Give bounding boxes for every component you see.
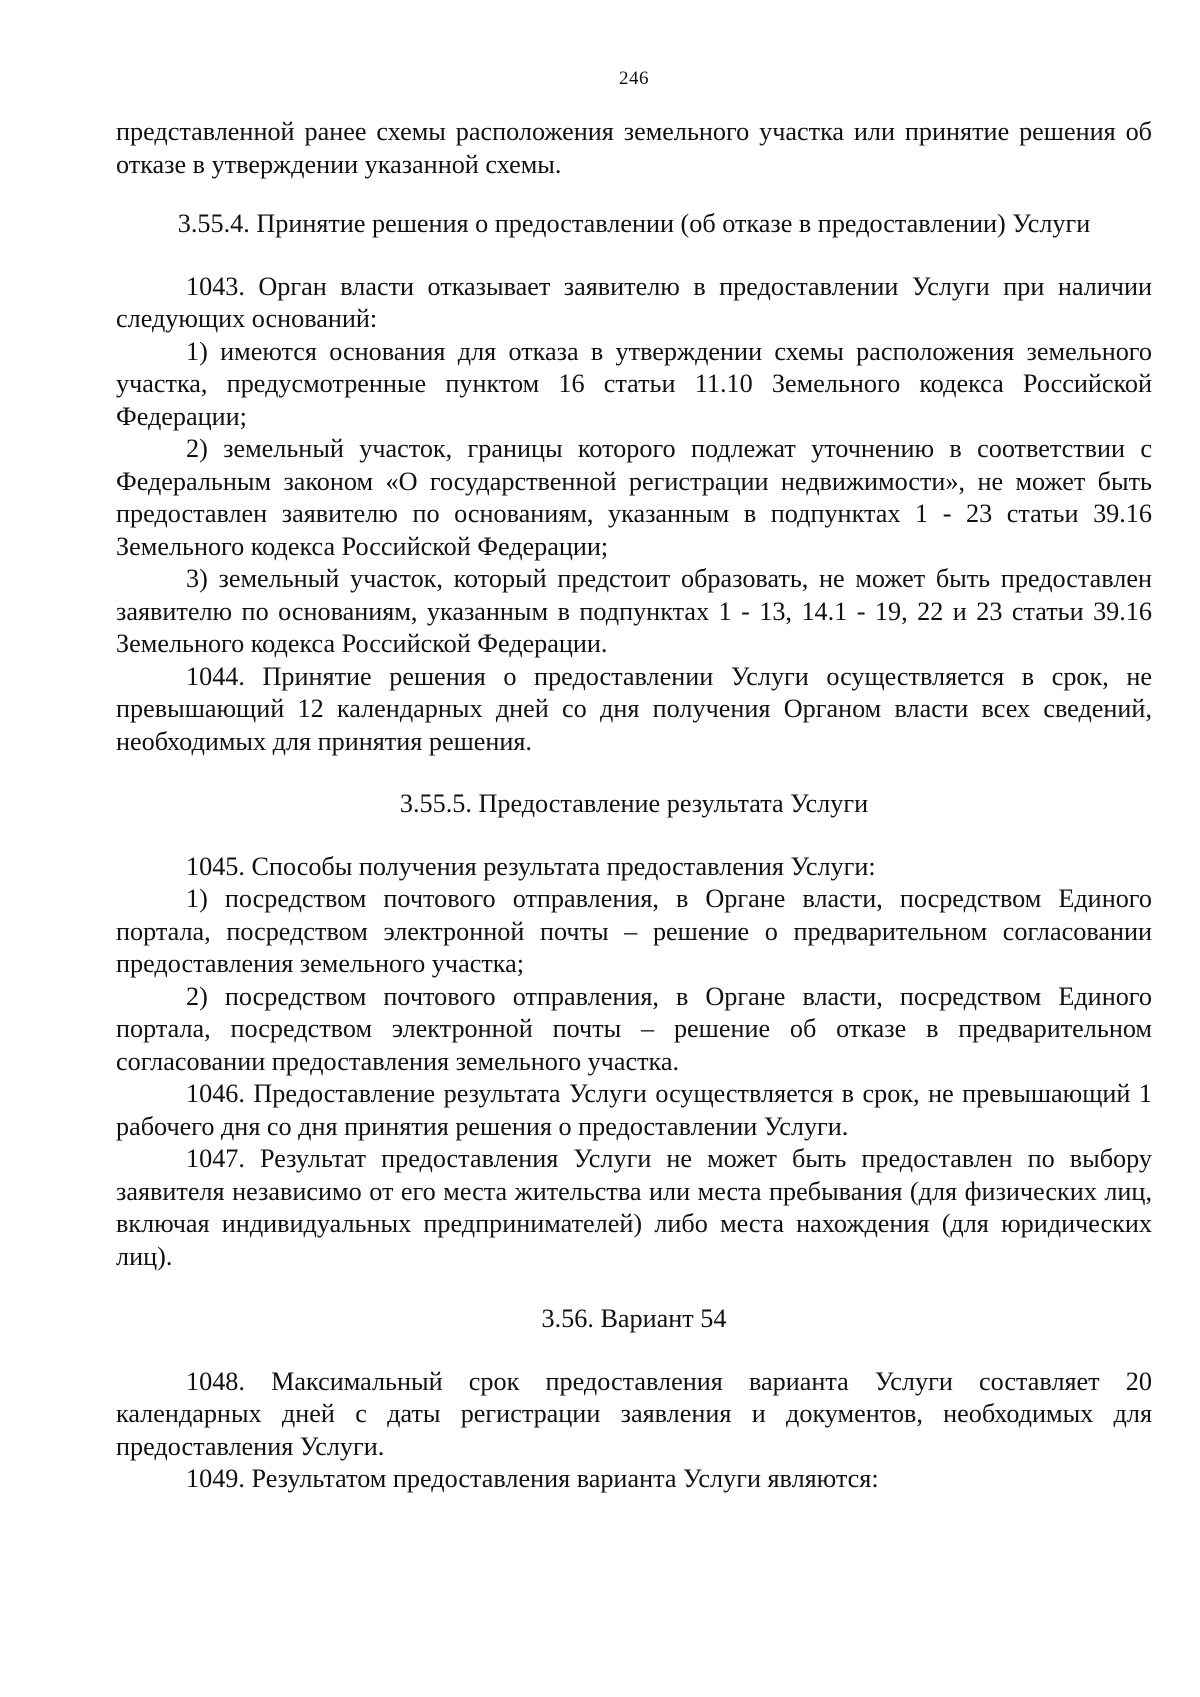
list-item-1045-2: 2) посредством почтового отправления, в Органе власти, посредством Единого портала, посредством электронной почты – решение об отказе в предварительном согласовании предоставления земельного участка. [116, 981, 1152, 1076]
paragraph-1048: 1048. Максимальный срок предоставления варианта Услуги составляет 20 календарных дней с даты регистрации заявления и документов, необходимых для предоставления Услуги. [116, 1366, 1152, 1461]
list-item-1043-2: 2) земельный участок, границы которого подлежат уточнению в соответствии с Федеральным законом «О государственной регистрации недвижимости», не может быть предоставлен заявителю по основаниям, указанным в подпунктах 1 - 23 статьи 39.16 Земельного кодекса Российской Федерации; [116, 434, 1152, 561]
section-heading-3-55-5: 3.55.5. Предоставление результата Услуги [399, 789, 869, 818]
paragraph-1045: 1045. Способы получения результата предоставления Услуги: [186, 851, 876, 881]
list-item-1043-3: 3) земельный участок, который предстоит образовать, не может быть предоставлен заявителю по основаниям, указанным в подпунктах 1 - 13, 14.1 - 19, 22 и 23 статьи 39.16 Земельного кодекса Российской Федерации. [116, 564, 1152, 658]
section-heading-3-56: 3.56. Вариант 54 [541, 1304, 727, 1333]
paragraph-1049: 1049. Результатом предоставления варианта Услуги являются: [186, 1464, 879, 1493]
paragraph-1047: 1047. Результат предоставления Услуги не может быть предоставлен по выбору заявителя независимо от его места жительства или места пребывания (для физических лиц, включая индивидуальных предпринимателей) либо места нахождения (для юридических лиц). [116, 1144, 1152, 1271]
paragraph-1046: 1046. Предоставление результата Услуги осуществляется в срок, не превышающий 1 рабочего дня со дня принятия решения о предоставлении Услуги. [116, 1079, 1152, 1141]
list-item-1045-1: 1) посредством почтового отправления, в Органе власти, посредством Единого портала, посредством электронной почты – решение о предварительном согласовании предоставления земельного участка; [116, 884, 1152, 978]
list-item-1043-1: 1) имеются основания для отказа в утверждении схемы расположения земельного участка, предусмотренные пунктом 16 статьи 11.10 Земельного кодекса Российской Федерации; [116, 336, 1152, 431]
paragraph-1043: 1043. Орган власти отказывает заявителю в предоставлении Услуги при наличии следующих оснований: [116, 271, 1152, 333]
paragraph-continuation: представленной ранее схемы расположения земельного участка или принятие решения об отказе в утверждении указанной схемы. [116, 117, 1152, 179]
page-number: 246 [619, 68, 649, 89]
section-heading-3-55-4: 3.55.4. Принятие решения о предоставлении (об отказе в предоставлении) Услуги [177, 209, 1091, 238]
paragraph-1044: 1044. Принятие решения о предоставлении Услуги осуществляется в срок, не превышающий 12 календарных дней со дня получения Органом власти всех сведений, необходимых для принятия решения. [116, 661, 1152, 756]
document-page [116, 68, 1152, 1496]
